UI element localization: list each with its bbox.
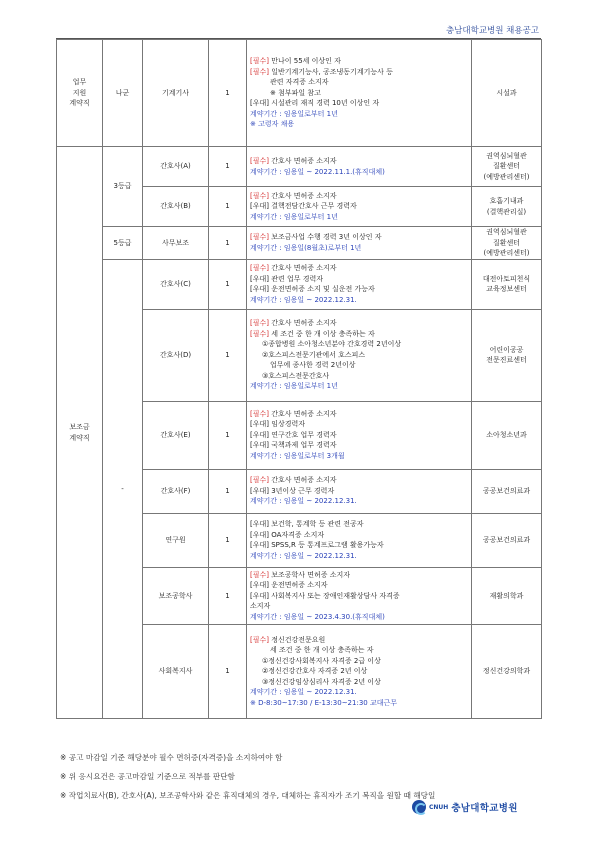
department-cell: 어린이공공 전문진료센터 [472,309,542,401]
job-title-cell: 간호사(A) [143,147,209,187]
requirement-text: [우대] 시설관리 재직 경력 10년 이상인 자 [250,99,380,108]
requirement-text: [우대] 국책과제 업무 경력자 [250,441,337,450]
requirement-text: 간호사 면허증 소지자 [269,191,337,200]
requirement-text: 계약기간 : 임용일로부터 1년 [250,212,338,221]
requirement-text: 계약기간 : 임용일 ~ 2022.11.1.(휴직대체) [250,167,385,176]
requirements-cell [247,401,472,469]
job-title-cell: 연구원 [143,513,209,567]
grade-cell: - [103,259,143,719]
logo-abbreviation: CNUH [429,803,449,811]
required-tag: [필수] [250,409,269,418]
requirement-line [250,475,468,486]
requirements-cell [247,227,472,260]
requirement-line [250,284,468,295]
requirement-text: [우대] 3년이상 근무 경력자 [250,486,335,495]
requirement-text: 계약기간 : 임용일로부터 3개월 [250,451,345,460]
requirement-line [250,530,468,541]
requirement-text: ②정신건강간호사 자격증 2년 이상 [262,667,368,676]
job-title-cell: 간호사(C) [143,259,209,309]
requirement-text: 세 조건 중 한 개 이상 충족하는 자 [270,646,374,655]
page-header: 충남대학교병원 채용공고 [445,26,539,36]
requirement-text: 소지자 [250,602,271,610]
requirement-line [250,601,468,612]
requirements-cell [247,259,472,309]
job-title-cell: 간호사(D) [143,309,209,401]
required-tag: [필수] [250,67,269,76]
required-tag: [필수] [250,264,269,272]
requirement-line [250,263,468,274]
requirement-text: [우대] 사회복지사 또는 장애인재활상담사 자격증 [250,591,400,600]
requirement-line [250,295,468,306]
required-tag: [필수] [250,635,269,644]
required-tag: [필수] [250,57,269,66]
recruitment-table [56,39,542,719]
required-tag: [필수] [250,233,269,242]
requirement-text: 세 조건 중 한 개 이상 충족하는 자 [269,329,375,338]
headcount-cell: 1 [209,513,247,567]
requirement-line [250,419,468,430]
requirement-text: [우대] 운전면허증 소지 및 실운전 가능자 [250,285,375,293]
requirement-line [250,167,468,178]
required-tag: [필수] [250,476,269,485]
job-title-cell: 사무보조 [143,227,209,260]
headcount-cell: 1 [209,40,247,147]
requirement-line [250,451,468,462]
requirements-cell [247,513,472,567]
headcount-cell: 1 [209,187,247,227]
requirement-line [250,232,468,243]
table-row [57,259,542,309]
headcount-cell: 1 [209,469,247,513]
requirement-line [250,519,468,530]
requirement-text: 간호사 면허증 소지자 [269,409,337,418]
job-title-cell: 간호사(E) [143,401,209,469]
job-title-cell: 기계기사 [143,40,209,147]
table-row [57,227,542,260]
headcount-cell: 1 [209,147,247,187]
requirement-text: 계약기간 : 임용일 ~ 2022.12.31. [250,688,357,697]
grade-cell: 나군 [103,40,143,147]
requirement-text: [우대] 보건학, 통계학 등 관련 전공자 [250,520,364,528]
requirement-line [250,656,468,667]
requirement-line [250,687,468,698]
requirement-text: 계약기간 : 임용일 ~ 2022.12.31. [250,551,357,560]
requirement-line [250,698,468,709]
employment-type-cell: 보조금 계약직 [57,147,103,719]
table-row [57,147,542,187]
requirement-text: [우대] 운전면허증 소지자 [250,581,328,589]
headcount-cell: 1 [209,309,247,401]
requirement-line [250,274,468,285]
requirement-text: [우대] SPSS,R 등 통계프로그램 활용가능자 [250,541,384,549]
requirement-text: ②호스피스전문기관에서 호스피스 [262,350,366,359]
requirement-text: [우대] 결핵전담간호사 근무 경력자 [250,202,357,211]
requirement-line [250,56,468,67]
requirement-line [250,540,468,551]
job-title-cell: 간호사(B) [143,187,209,227]
requirement-text: 간호사 면허증 소지자 [269,264,337,272]
job-title-cell: 간호사(F) [143,469,209,513]
footnote: ※ 위 응시요건은 공고마감일 기준으로 적부를 판단함 [60,772,235,781]
requirement-text: 보조금사업 수행 경력 3년 이상인 자 [269,233,382,242]
requirements-cell [247,187,472,227]
requirement-line [250,77,468,88]
requirements-cell [247,147,472,187]
requirement-line [250,591,468,602]
requirement-text: ①정신건강사회복지사 자격증 2급 이상 [262,656,381,665]
requirement-text: 일반기계기능사, 공조냉동기계기능사 등 [269,67,393,76]
department-cell: 대전아토피천식 교육정보센터 [472,259,542,309]
requirement-line [250,409,468,420]
requirement-line [250,430,468,441]
headcount-cell: 1 [209,401,247,469]
required-tag: [필수] [250,319,269,328]
requirement-text: 계약기간 : 임용일 ~ 2023.4.30.(휴직대체) [250,612,385,621]
requirement-line [250,201,468,212]
requirement-text: 계약기간 : 임용일로부터 1년 [250,109,338,118]
requirement-text: ①종합병원 소아청소년분야 간호경력 2년이상 [262,340,402,349]
requirements-cell [247,40,472,147]
headcount-cell: 1 [209,567,247,625]
footnote: ※ 작업치료사(B), 간호사(A), 보조공학사와 같은 휴직대체의 경우, 대체하는 휴직자가 조기 복직을 원할 때 해당일 [60,791,436,800]
requirement-line [250,666,468,677]
requirement-text: [우대] 관련 업무 경력자 [250,274,323,283]
department-cell: 공공보건의료과 [472,513,542,567]
requirement-text: 업무에 종사한 경력 2년이상 [270,361,356,370]
requirement-line [250,381,468,392]
requirement-text: 계약기간 : 임용일 ~ 2022.12.31. [250,295,357,304]
hospital-logo [412,800,518,814]
headcount-cell: 1 [209,227,247,260]
requirement-text: 간호사 면허증 소지자 [269,157,337,165]
department-cell: 소아청소년과 [472,401,542,469]
required-tag: [필수] [250,329,269,338]
requirements-cell [247,309,472,401]
department-cell: 재활의학과 [472,567,542,625]
department-cell: 공공보건의료과 [472,469,542,513]
requirement-line [250,570,468,581]
requirement-text: 간호사 면허증 소지자 [269,319,337,328]
department-cell: 권역심뇌혈관 질환센터 (예방관리센터) [472,147,542,187]
requirement-line [250,339,468,350]
requirement-line [250,88,468,99]
required-tag: [필수] [250,157,269,165]
requirement-text: ③정신건강임상심리사 자격증 2년 이상 [262,677,381,686]
requirement-text: ③호스피스전문간호사 [262,371,330,380]
requirement-line [250,486,468,497]
headcount-cell: 1 [209,259,247,309]
requirement-text: 관련 자격증 소지자 [270,78,329,87]
required-tag: [필수] [250,570,269,579]
requirement-line [250,440,468,451]
requirement-text: ※ 첨부파일 참고 [270,88,321,97]
requirement-line [250,318,468,329]
logo-name: 충남대학교병원 [451,803,518,814]
requirement-line [250,212,468,223]
requirement-line [250,360,468,371]
employment-type-cell: 업무 지원 계약직 [57,40,103,147]
requirement-line [250,243,468,254]
requirement-text: 계약기간 : 임용일(8월초)로부터 1년 [250,243,362,252]
requirement-line [250,496,468,507]
requirement-line [250,109,468,120]
requirement-text: [우대] OA자격증 소지자 [250,530,325,539]
requirement-text: 계약기간 : 임용일로부터 1년 [250,382,338,391]
requirement-text: ※ 고령자 채용 [250,120,295,129]
cnuh-logo-icon [412,800,426,814]
requirement-line [250,350,468,361]
requirement-line [250,191,468,202]
requirement-line [250,677,468,688]
department-cell: 권역심뇌혈관 질환센터 (예방관리센터) [472,227,542,260]
requirement-text: 정신건강전문요원 [269,635,326,644]
requirements-cell [247,469,472,513]
requirement-line [250,551,468,562]
job-title-cell: 보조공학사 [143,567,209,625]
requirement-text: [우대] 임상경력자 [250,420,306,429]
requirement-text: 계약기간 : 임용일 ~ 2022.12.31. [250,497,357,506]
table-row [57,40,542,147]
requirement-line [250,156,468,167]
requirement-text: 만나이 55세 이상인 자 [269,57,341,66]
headcount-cell: 1 [209,625,247,719]
requirement-text: 보조공학사 면허증 소지자 [269,570,351,579]
requirement-text: [우대] 연구간호 업무 경력자 [250,430,337,439]
requirement-line [250,67,468,78]
department-cell: 시설과 [472,40,542,147]
grade-cell: 5등급 [103,227,143,260]
requirements-cell [247,625,472,719]
job-title-cell: 사회복지사 [143,625,209,719]
requirement-line [250,645,468,656]
requirements-cell [247,567,472,625]
requirement-line [250,98,468,109]
requirement-line [250,371,468,382]
grade-cell: 3등급 [103,147,143,227]
department-cell: 호흡기내과 (결핵관리실) [472,187,542,227]
required-tag: [필수] [250,191,269,200]
footnote: ※ 공고 마감일 기준 해당분야 필수 면허증(자격증)을 소지하여야 함 [60,753,283,762]
department-cell: 정신건강의학과 [472,625,542,719]
requirement-line [250,119,468,130]
requirement-text: ※ D-8:30~17:30 / E-13:30~21:30 교대근무 [250,698,398,707]
requirement-line [250,580,468,591]
requirement-line [250,329,468,340]
requirement-line [250,635,468,646]
requirement-text: 간호사 면허증 소지자 [269,476,337,485]
requirement-line [250,612,468,623]
